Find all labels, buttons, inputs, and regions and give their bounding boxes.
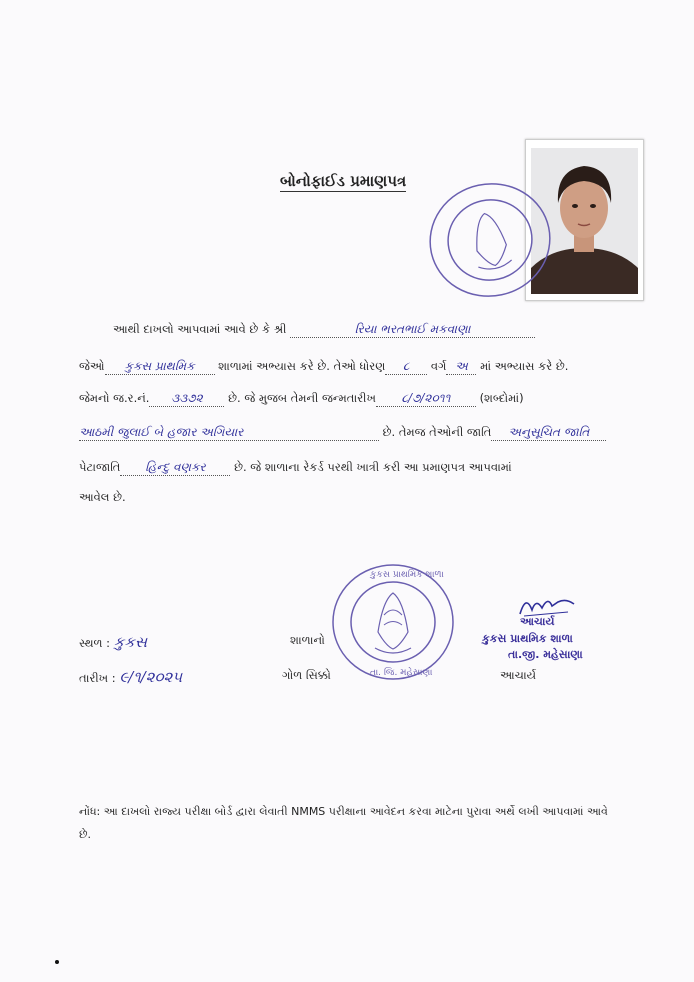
line-6: આવેલ છે. [79, 490, 126, 504]
line3-mid: છે. જે મુજબ તેમની જન્મતારીખ [228, 391, 376, 405]
place-value: કુકસ [113, 633, 148, 651]
gr-number: ૩૩૭૨ [149, 391, 224, 407]
birth-date: ૮/૭/૨૦૧૧ [376, 391, 476, 407]
place-row [79, 633, 147, 651]
line3-suffix: (શબ્દોમાં) [479, 391, 524, 405]
date-value: ૯/૧/૨૦૨૫ [119, 668, 183, 686]
school-stamp-top [425, 178, 555, 303]
line2-mid: શાળામાં અભ્યાસ કરે છે. તેઓ ધોરણ [218, 359, 386, 373]
seal-label-1: શાળાનો [290, 633, 325, 647]
place-label: સ્થળ : [79, 636, 111, 650]
principal-stamp-school: કુકસ પ્રાથમિક શાળા [482, 632, 573, 645]
line4-mid: છે. તેમજ તેઓની જાતિ [382, 425, 492, 439]
line1-prefix: આથી દાખલો આપવામાં આવે છે કે શ્રી [113, 322, 287, 336]
line-5 [79, 460, 512, 476]
line-2 [79, 359, 568, 375]
date-label: તારીખ : [79, 671, 116, 685]
line-1 [113, 322, 535, 338]
sub-caste-value: હિન્દુ વણકર [120, 460, 230, 476]
seal-bottom-text: તા. જિ. મહેસાણા [370, 668, 433, 678]
line5-suffix: છે. જે શાળાના રેકર્ડ પરથી ખાત્રી કરી આ પ્રમાણપત્ર આપવામાં [234, 460, 512, 474]
line2-suffix: માં અભ્યાસ કરે છે. [480, 359, 569, 373]
principal-stamp-place: તા.જી. મહેસાણા [508, 648, 583, 661]
footnote: નોંધ: આ દાખલો રાજ્ય પરીક્ષા બોર્ડ દ્વારા લેવાતી NMMS પરીક્ષાના આવેદન કરવા માટેના પુરાવા અર્થે લખી આપવામાં આવે છે. [79, 805, 608, 841]
line3-prefix: જેમનો જ.ર.નં. [79, 391, 150, 405]
line-4 [79, 425, 606, 441]
seal-top-text: કુકસ પ્રાથમિક શાળા [370, 570, 444, 580]
line2-prefix: જેઓ [79, 359, 105, 373]
certificate-title: બોનોફાઈડ પ્રમાણપત્ર [280, 172, 407, 190]
caste-value: અનુસૂચિત જાતિ [491, 425, 606, 441]
division-value: અ [446, 359, 476, 375]
birth-date-words: આઠમી જુલાઈ બે હજાર અગિયાર [79, 425, 379, 441]
principal-label: આચાર્ય [500, 668, 537, 682]
stray-mark [55, 960, 59, 964]
standard-value: ૮ [385, 359, 427, 375]
school-round-seal [328, 560, 458, 685]
line5-prefix: પેટાજાતિ [79, 460, 121, 474]
student-name: રિયા ભરતભાઈ મકવાણા [290, 322, 535, 338]
date-row [79, 668, 182, 686]
seal-label-2: ગોળ સિક્કો [282, 668, 331, 682]
division-label: વર્ગ [430, 359, 447, 373]
school-name-handwritten: કુકસ પ્રાથમિક [105, 359, 215, 375]
principal-stamp-title: આચાર્ય [520, 615, 555, 628]
line-3 [79, 391, 524, 407]
